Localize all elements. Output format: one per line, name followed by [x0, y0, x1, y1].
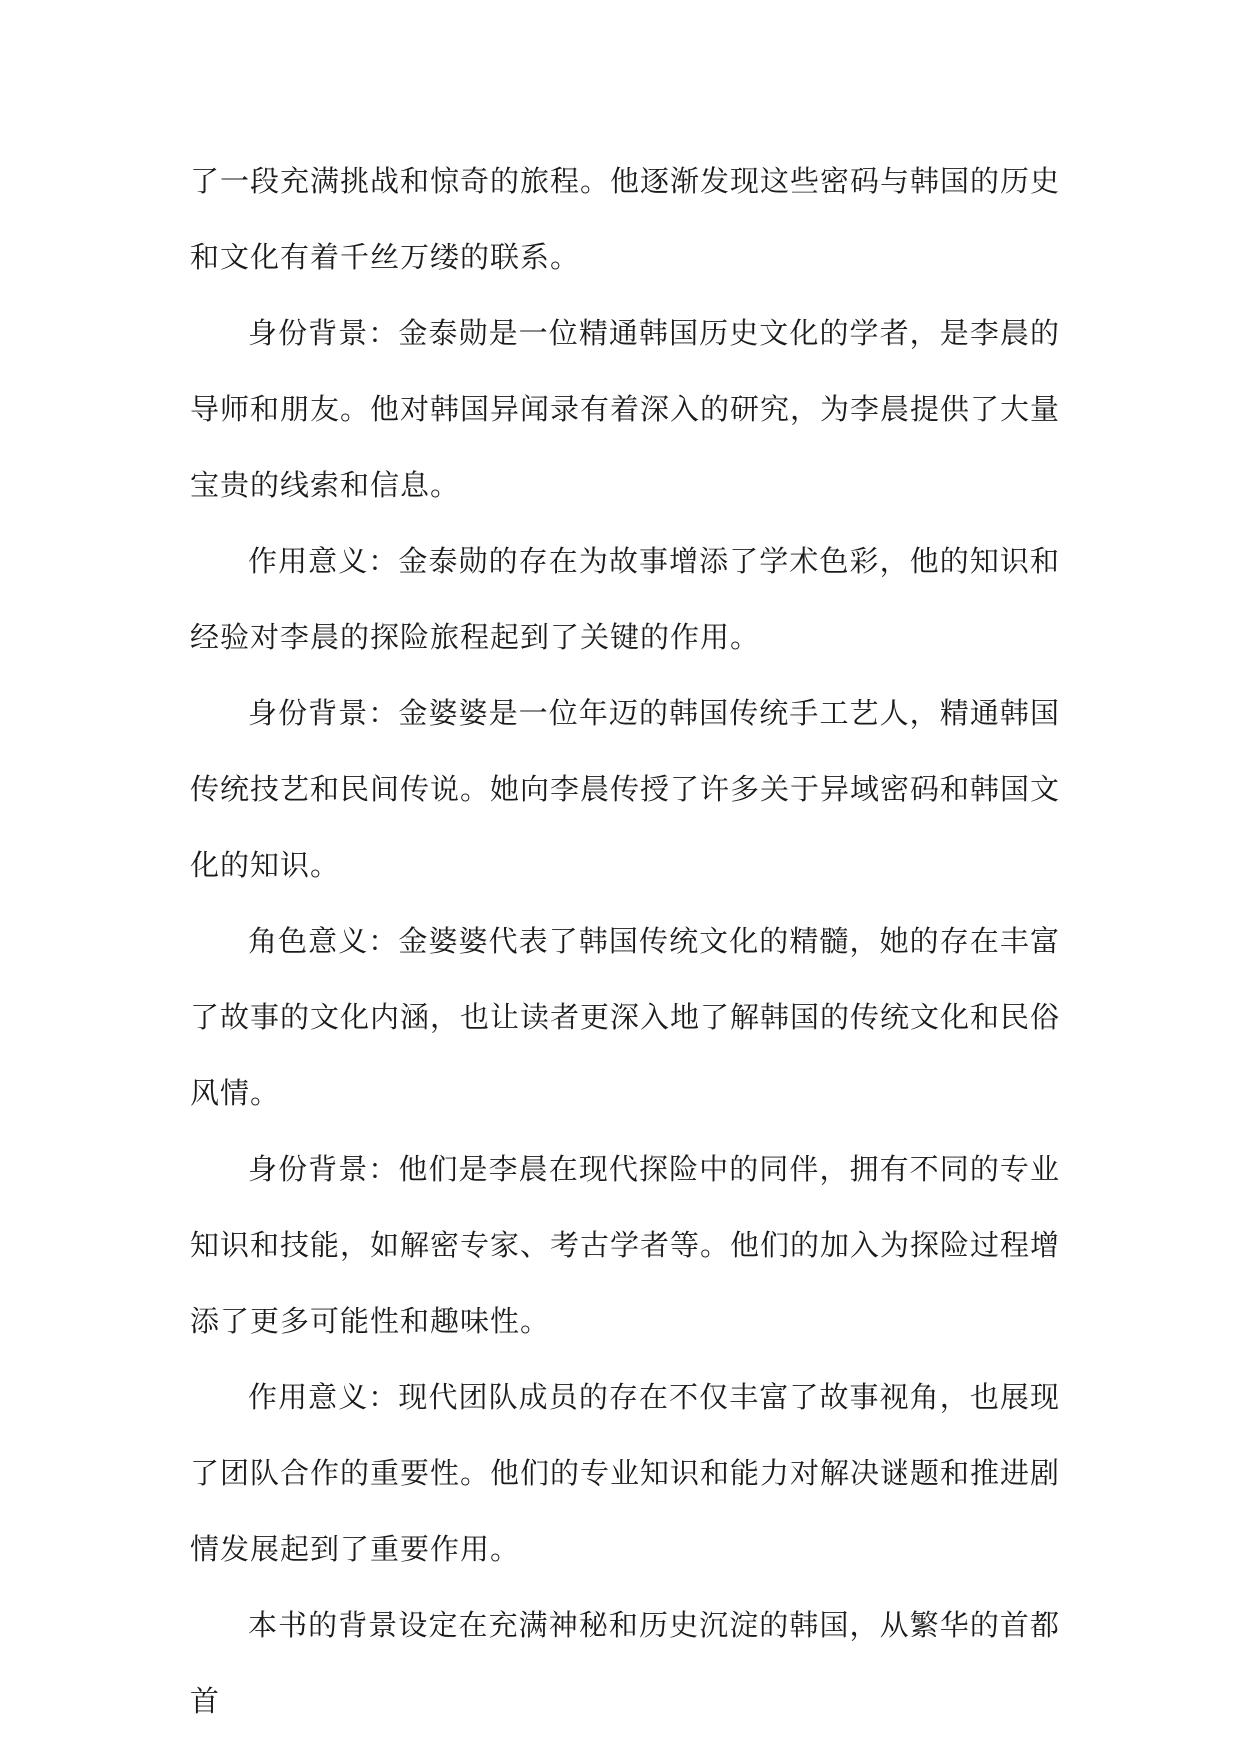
body-text: [190, 143, 1060, 1739]
paragraph-continuation: 了一段充满挑战和惊奇的旅程。他逐渐发现这些密码与韩国的历史和文化有着千丝万缕的联系。: [190, 164, 1061, 274]
paragraph-kim-taehoon-role: 作用意义：金泰勋的存在为故事增添了学术色彩，他的知识和经验对李晨的探险旅程起到了关键的作用。: [190, 544, 1060, 654]
paragraph-kim-taehoon-background: 身份背景：金泰勋是一位精通韩国历史文化的学者，是李晨的导师和朋友。他对韩国异闻录有着深入的研究，为李晨提供了大量宝贵的线索和信息。: [190, 316, 1061, 502]
paragraph-grandma-kim-background: 身份背景：金婆婆是一位年迈的韩国传统手工艺人，精通韩国传统技艺和民间传说。她向李晨传授了许多关于异域密码和韩国文化的知识。: [190, 696, 1061, 882]
paragraph-team-background: 身份背景：他们是李晨在现代探险中的同伴，拥有不同的专业知识和技能，如解密专家、考古学者等。他们的加入为探险过程增添了更多可能性和趣味性。: [190, 1152, 1061, 1338]
paragraph-setting: 本书的背景设定在充满神秘和历史沉淀的韩国，从繁华的首都首: [190, 1608, 1060, 1718]
paragraph-grandma-kim-role: 角色意义：金婆婆代表了韩国传统文化的精髓，她的存在丰富了故事的文化内涵，也让读者更深入地了解韩国的传统文化和民俗风情。: [190, 924, 1061, 1110]
paragraph-team-role: 作用意义：现代团队成员的存在不仅丰富了故事视角，也展现了团队合作的重要性。他们的专业知识和能力对解决谜题和推进剧情发展起到了重要作用。: [190, 1380, 1061, 1566]
